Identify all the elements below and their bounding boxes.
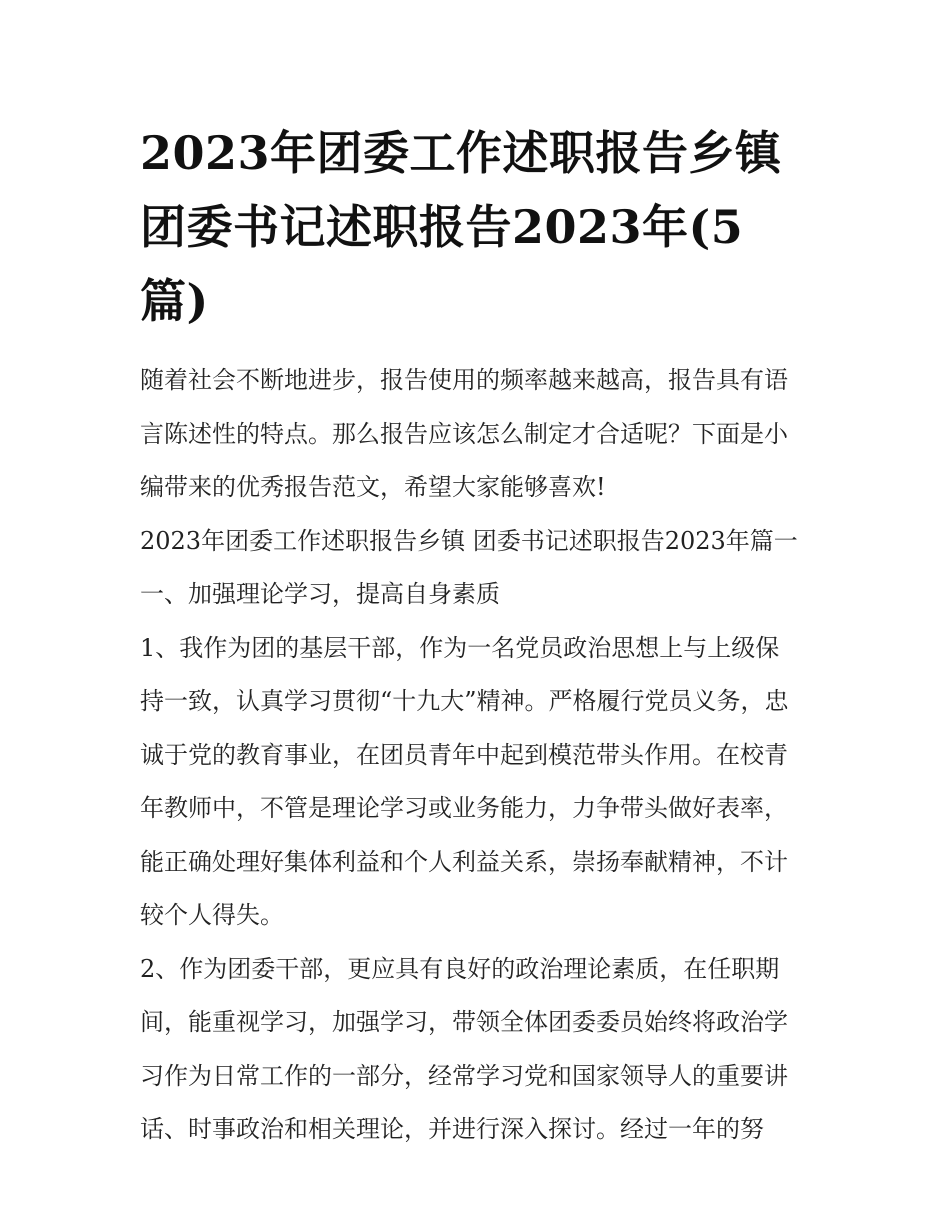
title-line: 2023年团委工作述职报告乡镇 bbox=[140, 126, 782, 180]
text-line: 随着社会不断地进步，报告使用的频率越来越高，报告具有语 bbox=[140, 366, 788, 394]
title-line: 团委书记述职报告2023年(5 bbox=[140, 200, 744, 254]
text-line: 1、我作为团的基层干部，作为一名党员政治思想上与上级保 bbox=[140, 633, 780, 662]
document-page bbox=[140, 116, 812, 1157]
text-line: 2023年团委工作述职报告乡镇 团委书记述职报告2023年篇一 bbox=[140, 526, 798, 555]
document-body bbox=[140, 354, 812, 1157]
text-line: 编带来的优秀报告范文，希望大家能够喜欢! bbox=[140, 473, 606, 501]
text-line: 持一致，认真学习贯彻“十九大”精神。严格履行党员义务，忠 bbox=[140, 687, 789, 715]
subsection-heading bbox=[140, 568, 812, 622]
body-paragraph bbox=[140, 622, 812, 943]
body-paragraph bbox=[140, 943, 812, 1157]
section-heading bbox=[140, 515, 812, 569]
text-line: 较个人得失。 bbox=[140, 901, 284, 929]
text-line: 能正确处理好集体利益和个人利益关系，崇扬奉献精神，不计 bbox=[140, 847, 788, 876]
text-line: 间，能重视学习，加强学习，带领全体团委委员始终将政治学 bbox=[140, 1008, 788, 1036]
text-line: 年教师中，不管是理论学习或业务能力，力争带头做好表率， bbox=[140, 794, 788, 822]
title-line: 篇) bbox=[140, 274, 209, 328]
text-line: 言陈述性的特点。那么报告应该怎么制定才合适呢？下面是小 bbox=[140, 419, 788, 448]
text-line: 话、时事政治和相关理论，并进行深入探讨。经过一年的努 bbox=[140, 1115, 764, 1143]
document-title bbox=[140, 116, 812, 338]
text-line: 2、作为团委干部，更应具有良好的政治理论素质，在任职期 bbox=[140, 954, 780, 983]
text-line: 习作为日常工作的一部分，经常学习党和国家领导人的重要讲 bbox=[140, 1061, 788, 1090]
text-line: 一、加强理论学习，提高自身素质 bbox=[140, 580, 500, 608]
intro-paragraph bbox=[140, 354, 812, 515]
text-line: 诚于党的教育事业，在团员青年中起到模范带头作用。在校青 bbox=[140, 740, 788, 769]
